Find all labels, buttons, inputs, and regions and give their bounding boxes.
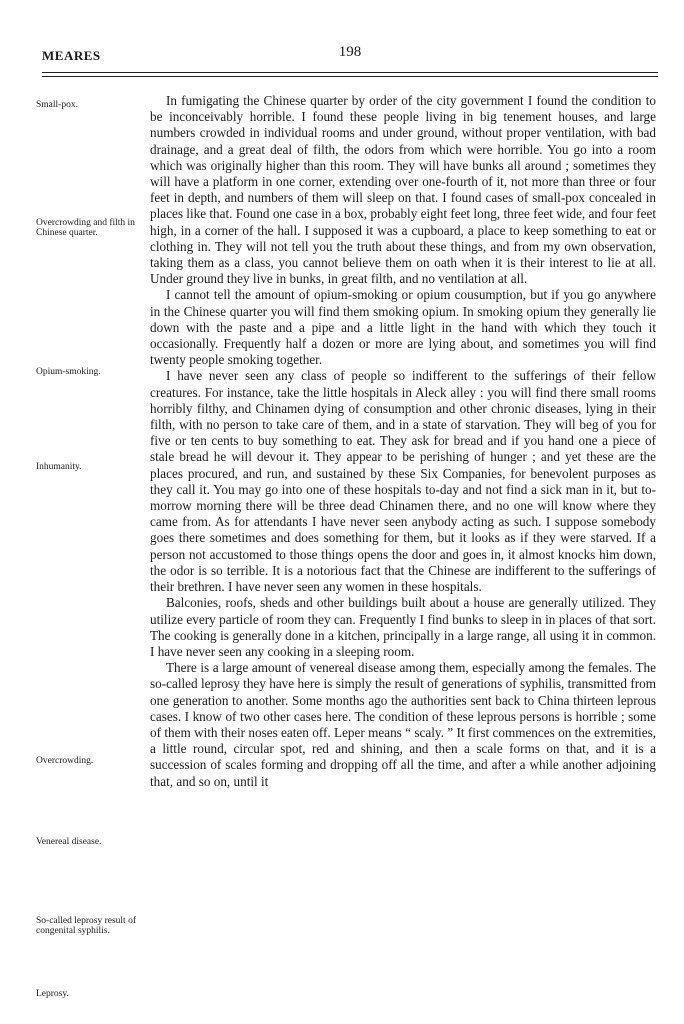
paragraph-venereal: There is a large amount of venereal disease among them, especially among the females. The so-called leprosy they have here is simply the result of generations of syphilis, transmitted from one generation to another. Some months ago the authorities sent back to China thirteen leprous cases. I know of two other cases here. The condition of these leprous persons is horrible ; some of them with their noses eaten off. Leper means “ scaly. ” It first commences on the extremities, a little round, circular spot, red and shining, and then a scale forms on that, and it is a succession of scales forming and dropping off all the time, and after a while another adjoining that, and so on, until it xyxy=(150,660,656,789)
margin-note-smallpox: Small-pox. xyxy=(36,100,78,110)
header-rule-top xyxy=(42,72,658,73)
page-number: 198 xyxy=(338,44,362,60)
paragraph-opium: I cannot tell the amount of opium-smoking or opium cousumption, but if you go anywhere in the Chinese quarter you will find them smoking opium. In smoking opium they generally lie down with the paste and a pipe and a little light in the hand with which they touch it occasionally. Frequently half a dozen or more are lying about, and sometimes you will find twenty people smoking together. xyxy=(150,287,656,368)
margin-note-venereal: Venereal disease. xyxy=(36,837,102,847)
margin-note-overcrowding: Overcrowding. xyxy=(36,756,94,766)
running-head xyxy=(42,44,658,66)
margin-note-leprosy: Leprosy. xyxy=(36,989,69,999)
paragraph-overcrowding: Balconies, roofs, sheds and other buildings built about a house are generally utilized. They utilize every particle of room they can. Frequently I find bunks to sleep in in places of that sort. The cooking is generally done in a kitchen, principally in a large range, all using it in common. I have never seen any cooking in a sleeping room. xyxy=(150,595,656,659)
margin-note-overcrowding-filth: Overcrowding and filth in Chinese quarter. xyxy=(36,218,135,238)
header-rule-bottom xyxy=(42,76,658,77)
paragraph-inhumanity: I have never seen any class of people so indifferent to the sufferings of their fellow creatures. For instance, take the little hospitals in Aleck alley : you will find there small rooms horribly filthy, and Chinamen dying of consumption and other chronic diseases, lying in their filth, with no person to take care of them, and in a state of starvation. They will beg of you for five or ten cents to buy something to eat. They ask for bread and if you hand one a piece of stale bread he will devour it. They appear to be perishing of hunger ; and yet these are the places procured, and run, and sustained by these Six Companies, for benevolent purposes as they call it. You may go into one of these hospitals to-day and not find a sick man in it, but to-morrow morning there will be three dead Chinamen there, and no one will know where they came from. As for attendants I have never seen anybody acting as such. I suppose somebody goes there sometimes and does something for them, but it looks as if they were starved. If a person not accustomed to those things opens the door and goes in, it almost knocks him down, the odor is so terrible. It is a notorious fact that the Chinese are indifferent to the sufferings of their brethren. I have never seen any women in these hospitals. xyxy=(150,368,656,595)
body-text xyxy=(150,93,656,790)
margin-note-leprosy-syphilis: So-called leprosy result of congenital syphilis. xyxy=(36,916,136,936)
margin-note-inhumanity: Inhumanity. xyxy=(36,462,82,472)
margin-note-opium: Opium-smoking. xyxy=(36,367,101,377)
running-title: MEARES xyxy=(42,48,101,63)
paragraph-fumigation: In fumigating the Chinese quarter by order of the city government I found the condition to be inconceivably horrible. I found these people living in big tenement houses, and large numbers crowded in individual rooms and under ground, without proper ventilation, with bad drainage, and a great deal of filth, the odors from which were horrible. You go into a room which was originally higher than this room. They will have bunks all around ; sometimes they will have a platform in one corner, extending over one-fourth of it, not more than three or four feet in depth, and numbers of them will sleep on that. I found cases of small-pox concealed in places like that. Found one case in a box, probably eight feet long, three feet wide, and four feet high, in a corner of the hall. I supposed it was a cupboard, a place to keep something to eat or clothing in. They will not tell you the truth about these things, and from my own observation, taking them as a class, you cannot believe them on oath when it is their interest to lie at all. Under ground they live in bunks, in great filth, and no ventilation at all. xyxy=(150,93,656,287)
